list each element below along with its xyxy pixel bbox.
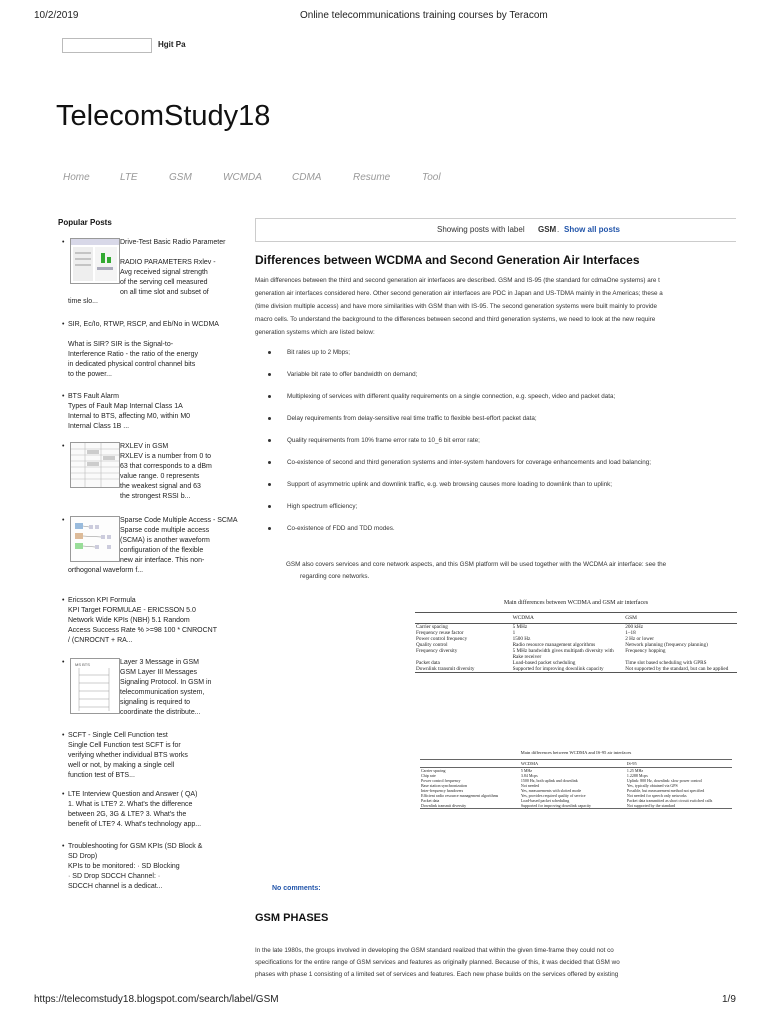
table-cell: Base station synchronization <box>421 783 467 788</box>
table-cell: 5 MHz bandwidth gives multipath diversity with Rake receiver <box>512 648 614 660</box>
post-snippet-line: Avg received signal strength <box>120 269 208 276</box>
blog-title[interactable]: TelecomStudy18 <box>56 100 271 132</box>
table-cell: Frequency hopping <box>625 648 666 654</box>
table-cell: 1500 Hz <box>512 636 531 642</box>
post-thumbnail[interactable] <box>70 442 120 488</box>
list-item <box>268 393 615 400</box>
nav-home[interactable]: Home <box>63 172 90 183</box>
post-title[interactable]: SCFT - Single Cell Function test <box>68 732 168 739</box>
bullet-icon: • <box>62 597 65 604</box>
post-snippet-line: the strongest RSSI b... <box>120 493 191 500</box>
bullet-icon <box>268 417 271 420</box>
nav-gsm[interactable]: GSM <box>169 172 192 183</box>
post-snippet-line: RADIO PARAMETERS Rxlev - <box>120 259 216 266</box>
table-cell: Inter-frequency handovers <box>421 788 464 793</box>
label-name: GSM <box>538 225 557 234</box>
table-cell: Packet data <box>421 798 440 803</box>
post-intro-line: (time division multiple access) and have more similarities with GSM than with IS-95. The second generation systems were built mainly to provide <box>255 303 658 310</box>
table-cell: Supported for improving downlink capacity <box>512 666 625 673</box>
print-date: 10/2/2019 <box>34 10 79 21</box>
table-cell: Chip rate <box>421 773 436 778</box>
post-snippet-line: telecommunication system, <box>120 689 205 696</box>
post-snippet-line: 63 that corresponds to a dBm <box>120 463 212 470</box>
post-snippet-line: Single Cell Function test SCFT is for <box>68 742 181 749</box>
bullet-icon <box>268 483 271 486</box>
table-cell: Downlink transmit diversity <box>415 666 512 673</box>
label-notice-suffix: . <box>557 225 560 234</box>
list-item <box>268 503 357 510</box>
post-snippet-line: to the power... <box>68 371 112 378</box>
post-snippet-line: time slo... <box>68 298 98 305</box>
table-cell: Yes, typically obtained via GPS <box>626 783 678 788</box>
bullet-icon: • <box>62 443 65 450</box>
post-snippet-line: SDCCH channel is a dedicat... <box>68 883 163 890</box>
table-cell: 1–18 <box>625 630 636 636</box>
list-item-text: Delay requirements from delay-sensitive real time traffic to flexible best-effort packet data; <box>287 415 537 422</box>
table-cell: Radio resource management algorithms <box>512 642 596 648</box>
wcdma-is95-table <box>420 750 732 809</box>
list-item <box>268 525 395 532</box>
table-cell: Supported for improving downlink capacity <box>520 803 626 809</box>
bullet-icon: • <box>62 659 65 666</box>
popular-post <box>62 731 234 781</box>
nav-lte[interactable]: LTE <box>120 172 138 183</box>
list-item-text: High spectrum efficiency; <box>287 503 358 510</box>
nav-cdma[interactable]: CDMA <box>292 172 322 183</box>
table-cell: Not supported by the standard <box>626 803 732 809</box>
table-cell: Power control frequency <box>416 636 468 642</box>
post-snippet-line: Signaling Protocol. In GSM in <box>120 679 212 686</box>
popular-post <box>62 442 234 502</box>
post-thumbnail[interactable] <box>70 516 120 562</box>
post-title[interactable]: Troubleshooting for GSM KPIs (SD Block & SD Drop) <box>68 843 203 860</box>
table-cell: 200 kHz <box>625 624 644 630</box>
post-title[interactable]: BTS Fault Alarm <box>68 393 119 400</box>
post-title[interactable]: Drive-Test Basic Radio Parameter <box>120 239 226 246</box>
post-snippet-line: well or not, by making a single cell <box>68 762 175 769</box>
post-snippet-line: in dedicated physical control channel bits <box>68 361 196 368</box>
table-cell: Downlink transmit diversity <box>420 803 520 809</box>
table-header <box>420 760 520 768</box>
table-cell: Uplink: 800 Hz, downlink: slow power control <box>626 778 702 783</box>
table-cell: Yes, measurements with slotted mode <box>520 788 582 793</box>
print-url: https://telecomstudy18.blogspot.com/search/label/GSM <box>34 994 279 1005</box>
bullet-icon <box>268 395 271 398</box>
table-cell: 5 MHz <box>520 768 533 773</box>
list-item <box>268 415 537 422</box>
list-item <box>268 437 480 444</box>
post-snippet-line: coordinate the distribute... <box>120 709 201 716</box>
post-snippet-line: · SD Drop SDCCH Channel: · <box>68 873 161 880</box>
post-snippet-line: Interference Ratio - the ratio of the energy <box>68 351 198 358</box>
table-cell: Carrier spacing <box>416 624 448 630</box>
table-row <box>415 648 737 660</box>
bullet-icon: • <box>62 843 65 850</box>
popular-post <box>62 790 234 832</box>
post-snippet-line: benefit of LTE? 4. What's technology app... <box>68 821 202 828</box>
bullet-icon <box>268 461 271 464</box>
post-snippet-line: Sparse code multiple access <box>120 527 210 534</box>
list-item <box>268 349 350 356</box>
table-header: GSM <box>624 613 737 624</box>
post-snippet-line: KPI Target FORMULAE - ERICSSON 5.0 <box>68 607 196 614</box>
post-snippet-line: orthogonal waveform f... <box>68 567 144 574</box>
bullet-icon: • <box>62 517 65 524</box>
post-title[interactable]: GSM PHASES <box>255 912 329 924</box>
post-snippet-line: between 2G, 3G & LTE? 3. What's the <box>68 811 187 818</box>
table-cell: Possible, but measurement method not specified <box>626 788 705 793</box>
table-cell: Packet data transmitted as short circuit switched calls <box>626 798 713 803</box>
popular-post <box>62 596 234 648</box>
popular-post <box>62 516 238 584</box>
table-row <box>420 803 732 809</box>
post-snippet-line: of the serving cell measured <box>120 279 208 286</box>
table-cell: Time slot based scheduling with GPRS <box>625 660 707 666</box>
gsm-note-line: regarding core networks. <box>300 573 370 580</box>
post-intro-line: generation systems which are listed below: <box>255 329 375 336</box>
bullet-icon: • <box>62 393 65 400</box>
post-snippet-line: GSM Layer III Messages <box>120 669 198 676</box>
bullet-icon <box>268 439 271 442</box>
popular-post <box>62 842 234 894</box>
nav-tool[interactable]: Tool <box>422 172 441 183</box>
list-item <box>268 371 417 378</box>
list-item-text: Quality requirements from 10% frame error rate to 10_6 bit error rate; <box>287 437 480 444</box>
list-item-text: Bit rates up to 2 Mbps; <box>287 349 350 356</box>
table-cell: 3.84 Mcps <box>520 773 538 778</box>
list-item-text: Co-existence of second and third generation systems and inter-system handovers for coverage enhancements and load balancing; <box>287 459 652 466</box>
post-snippet-line: KPIs to be monitored: · SD Blocking <box>68 863 180 870</box>
popular-post <box>62 392 234 434</box>
list-item <box>268 481 612 488</box>
table-cell: Packet data <box>416 660 440 666</box>
table-cell: 1.2288 Mcps <box>626 773 648 778</box>
table-row <box>415 666 737 673</box>
post-title[interactable]: RXLEV in GSM <box>120 443 169 450</box>
post-title[interactable]: Sparse Code Multiple Access - SCMA <box>120 517 238 524</box>
table-cell: Frequency diversity <box>416 648 458 654</box>
post-snippet-line: on all time slot and subset of <box>120 289 209 296</box>
post-title[interactable]: Layer 3 Message in GSM <box>120 659 199 666</box>
search-input[interactable] <box>62 38 152 53</box>
show-all-posts-link[interactable]: Show all posts <box>564 225 621 234</box>
post-thumbnail[interactable] <box>70 238 120 284</box>
list-item <box>268 459 651 466</box>
table-header: WCDMA <box>520 760 626 768</box>
table-cell: 1.25 MHz <box>626 768 644 773</box>
post-snippet-line: new air interface. This non- <box>120 557 205 564</box>
table-caption: Main differences between WCDMA and IS-95 air interfaces <box>520 750 632 755</box>
post-title[interactable]: Differences between WCDMA and Second Generation Air Interfaces <box>255 253 640 267</box>
post-snippet-line: Internal to BTS, affecting M0, within M0 <box>68 413 191 420</box>
post-snippet-line: Internal Class 1B ... <box>68 423 130 430</box>
post-snippet-line: value range. 0 represents <box>120 473 200 480</box>
table-cell: Load-based packet scheduling <box>520 798 570 803</box>
post-snippet-line: What is SIR? SIR is the Signal-to- <box>68 341 174 348</box>
top-link[interactable]: Hgit Pa <box>158 40 186 49</box>
svg-text:MS BTS: MS BTS <box>75 662 90 667</box>
post-snippet-line: Types of Fault Map Internal Class 1A <box>68 403 183 410</box>
post-title[interactable]: SIR, Ec/Io, RTWP, RSCP, and Eb/No in WCDMA <box>68 321 219 328</box>
table-header: IS-95 <box>626 760 732 768</box>
post-thumbnail[interactable] <box>70 658 120 714</box>
print-title: Online telecommunications training courses by Teracom <box>300 10 548 21</box>
list-item-text: Variable bit rate to offer bandwidth on demand; <box>287 371 418 378</box>
post-snippet-line: RXLEV is a number from 0 to <box>120 453 212 460</box>
table-cell: 2 Hz or lower <box>625 636 654 642</box>
table-cell: Power control frequency <box>421 778 461 783</box>
post-title[interactable]: Ericsson KPI Formula <box>68 597 136 604</box>
label-notice-prefix: Showing posts with label <box>437 225 525 234</box>
table-header <box>415 613 512 624</box>
popular-post <box>62 320 234 384</box>
nav-resume[interactable]: Resume <box>353 172 391 183</box>
list-item-text: Co-existence of FDD and TDD modes. <box>287 525 395 532</box>
bullet-icon: • <box>62 732 65 739</box>
popular-posts-heading: Popular Posts <box>58 218 112 227</box>
post-snippet-line: function test of BTS... <box>68 772 135 779</box>
table-cell: 5 MHz <box>512 624 528 630</box>
table-cell: Frequency reuse factor <box>416 630 464 636</box>
post-snippet-line: Access Success Rate % >=98 100 * CNROCNT <box>68 627 218 634</box>
post-snippet-line: 1. What is LTE? 2. What's the difference <box>68 801 193 808</box>
nav-wcmda[interactable]: WCMDA <box>223 172 262 183</box>
table-cell: Load-based packet scheduling <box>512 660 576 666</box>
post-title[interactable]: LTE Interview Question and Answer ( QA) <box>68 791 198 798</box>
bullet-icon <box>268 351 271 354</box>
post-snippet-line: / (CNROCNT + RA... <box>68 637 133 644</box>
comments-link[interactable]: No comments: <box>272 885 321 892</box>
table-cell: Carrier spacing <box>421 768 446 773</box>
post-snippet-line: configuration of the flexible <box>120 547 204 554</box>
bullet-icon <box>268 373 271 376</box>
post-snippet-line: Network Wide KPIs (NBH) 5.1 Random <box>68 617 190 624</box>
post-snippet-line: signaling is required to <box>120 699 191 706</box>
table-cell: Network planning (frequency planning) <box>625 642 708 648</box>
post-intro-line: macro cells. To understand the background to the differences between second and third generation systems, we need to look at the new require <box>255 316 656 323</box>
wcdma-gsm-table <box>415 600 737 673</box>
post-snippet-line: verifying whether individual BTS works <box>68 752 188 759</box>
popular-post <box>62 658 234 720</box>
table-cell: Yes, provides required quality of service <box>520 793 586 798</box>
table-cell: 1 <box>512 630 516 636</box>
print-page-number: 1/9 <box>722 994 736 1005</box>
table-header: WCDMA <box>512 613 625 624</box>
list-item-text: Multiplexing of services with different quality requirements on a single connection, e.g. speech, video and packet data; <box>287 393 616 400</box>
list-item-text: Support of asymmetric uplink and downlink traffic, e.g. web browsing causes more loading to downlink than to uplink; <box>287 481 613 488</box>
bullet-icon <box>268 527 271 530</box>
table-cell: Not needed for speech only networks <box>626 793 687 798</box>
table-cell: Not needed <box>520 783 540 788</box>
table-cell: Quality control <box>416 642 448 648</box>
table-caption: Main differences between WCDMA and GSM air interfaces <box>503 600 649 606</box>
post-intro-line: generation air interfaces considered here. Other second generation air interfaces are PDC in Japan and US-TDMA mainly in the Americas; these a <box>255 290 663 297</box>
table-cell: 1500 Hz, both uplink and downlink <box>520 778 578 783</box>
gsm-note-line: GSM also covers services and core network aspects, and this GSM platform will be used together with the WCDMA air interface: see the <box>286 561 667 568</box>
label-notice <box>255 218 736 242</box>
post-intro-line: Main differences between the third and second generation air interfaces are described. GSM and IS-95 (the standard for cdmaOne systems) are t <box>255 277 660 284</box>
table-cell: Not supported by the standard, but can be applied <box>624 666 737 673</box>
post-snippet-line: the weakest signal and 63 <box>120 483 201 490</box>
table-cell: Efficient radio resource management algorithms <box>421 793 499 798</box>
bullet-icon <box>268 505 271 508</box>
post-text-line: phases with phase 1 consisting of a limited set of services and features. Each new phase builds on the services offered by existing <box>255 971 619 978</box>
bullet-icon: • <box>62 791 65 798</box>
bullet-icon: • <box>62 239 65 246</box>
post-text-line: specifications for the entire range of GSM services and features as originally planned. Because of this, it was decided that GSM wo <box>255 959 620 966</box>
post-snippet-line: (SCMA) is another waveform <box>120 537 210 544</box>
post-text-line: In the late 1980s, the groups involved in developing the GSM standard realized that within the given time-frame they could not co <box>255 947 614 954</box>
popular-post <box>62 238 234 308</box>
bullet-icon: • <box>62 321 65 328</box>
